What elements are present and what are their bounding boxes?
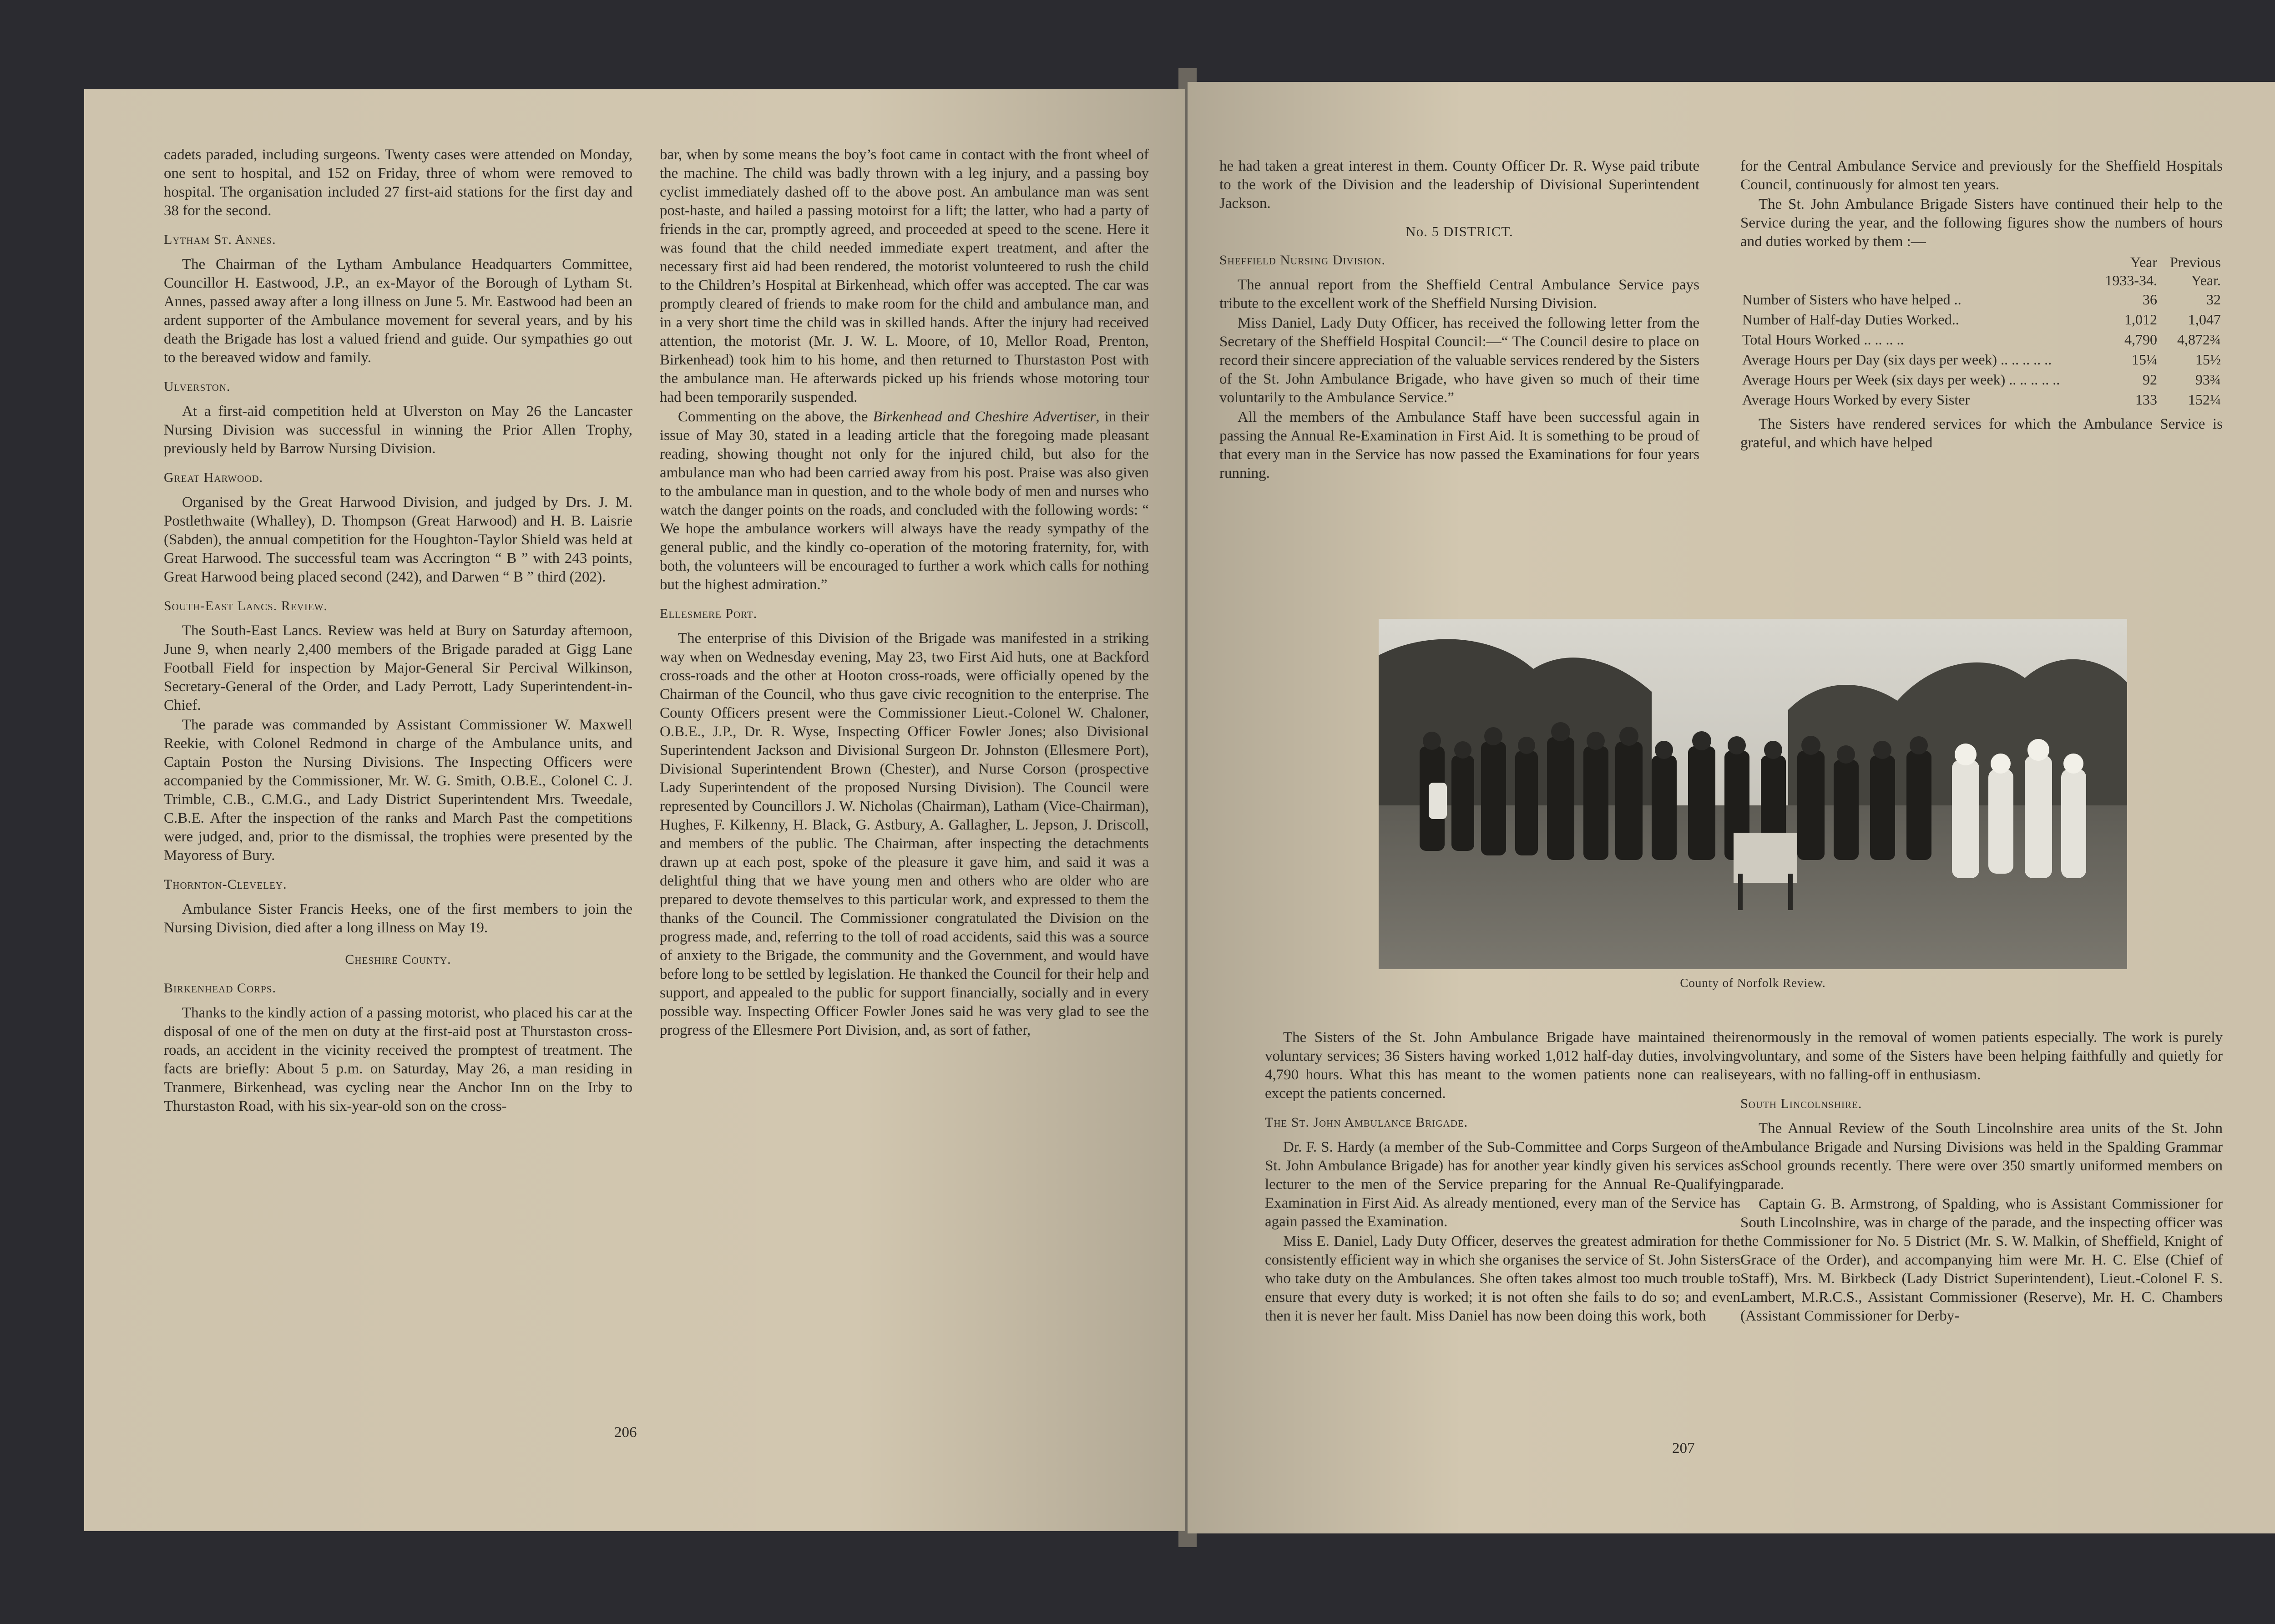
left-page bbox=[84, 89, 1185, 1531]
cell-year: 36 bbox=[2143, 291, 2157, 308]
paragraph: cadets paraded, including surgeons. Twenty cases were attended on Monday, one sent to hospital, and 152 on Friday, three of whom were removed to hospital. The organisation included 27 first-aid stations for the first day and 38 for the second. bbox=[164, 147, 632, 219]
cell-year: 92 bbox=[2143, 371, 2157, 388]
paragraph: The South-East Lancs. Review was held at Bury on Saturday afternoon, June 9, when nearly 2,400 members of the Brigade paraded at Gigg Lane Football Field for inspection by Major-General Sir Percival Wilkinson, Secretary-General of the Order, and Lady Perrott, Lady Superintendent-in-Chief. bbox=[164, 622, 632, 713]
paragraph: Dr. F. S. Hardy (a member of the Sub-Committee and Corps Surgeon of the St. John Ambulance Brigade) has for another year kindly given his services as lecturer to the men of the Service preparing for the Annual Re-Qualifying Examination in First Aid. As already mentioned, every man of the Service has again passed the Examination. bbox=[1265, 1139, 1740, 1230]
right-page bbox=[1188, 82, 2275, 1533]
section-heading-lytham: Lytham St. Annes. bbox=[164, 232, 276, 247]
table-row bbox=[1740, 289, 2223, 309]
right-column-4 bbox=[1740, 1028, 2223, 1326]
paragraph bbox=[660, 408, 1149, 594]
cell-previous: 93¾ bbox=[2195, 371, 2221, 388]
right-column-1 bbox=[1219, 157, 1699, 484]
row-label: Average Hours Worked by every Sister bbox=[1742, 391, 1970, 408]
table-row bbox=[1740, 390, 2223, 410]
paragraph: The Sisters of the St. John Ambulance Brigade have maintained their voluntary services; 36 Sisters having worked 1,012 half-day duties, involving 4,790 hours. What this has meant to the women patients none can realise except the patients concerned. bbox=[1265, 1029, 1740, 1102]
page-number: 207 bbox=[1672, 1440, 1695, 1457]
paragraph: The annual report from the Sheffield Central Ambulance Service pays tribute to the excellent work of the Sheffield Nursing Division. bbox=[1219, 277, 1699, 312]
section-heading-ulverston: Ulverston. bbox=[164, 379, 231, 394]
row-label: Average Hours per Day (six days per week) .. .. .. .. .. bbox=[1742, 351, 2052, 368]
paragraph: The Sisters have rendered services for which the Ambulance Service is grateful, and which have helped bbox=[1740, 416, 2223, 451]
sisters-statistics-table bbox=[1740, 253, 2223, 410]
paragraph: At a first-aid competition held at Ulverston on May 26 the Lancaster Nursing Division was successful in winning the Prior Allen Trophy, previously held by Barrow Nursing Division. bbox=[164, 403, 632, 457]
left-column-1 bbox=[164, 146, 632, 1117]
header-text: Year bbox=[2130, 254, 2157, 270]
page-number: 206 bbox=[614, 1424, 637, 1441]
paragraph: Thanks to the kindly action of a passing motorist, who placed his car at the disposal of one of the men on duty at the first-aid post at Thurstaston cross-roads, an accident in the vicinity received the promptest of treatment. The facts are briefly: About 5 p.m. on Saturday, May 26, a man residing in Tranmere, Birkenhead, was cycling near the Anchor Inn on the Irby to Thurstaston Road, with his six-year-old son on the cross- bbox=[164, 1005, 632, 1114]
header-text: 1933-34. bbox=[2105, 272, 2157, 288]
right-column-2 bbox=[1740, 157, 2223, 453]
paragraph: Captain G. B. Armstrong, of Spalding, who is Assistant Commissioner for South Lincolnshire, was in charge of the parade, and the inspecting officer was the Commissioner for No. 5 District (Mr. S. W. Malkin, of Sheffield, Knight of Grace of the Order), and accompanying him were Mr. H. C. Else (Chief of Staff), Mrs. M. Birkbeck (Lady District Superintendent), Lieut.-Colonel F. S. Lambert, M.R.C.S., Assistant Commissioner (Reserve), Mr. H. C. Chambers (Assistant Commissioner for Derby- bbox=[1740, 1196, 2223, 1324]
table-row bbox=[1740, 329, 2223, 349]
table-row bbox=[1740, 369, 2223, 390]
section-heading-great-harwood: Great Harwood. bbox=[164, 470, 263, 485]
cell-year: 133 bbox=[2135, 391, 2157, 408]
paragraph: All the members of the Ambulance Staff have been successful again in passing the Annual Re-Examination in First Aid. It is something to be proud of that every man in the Service has now passed the Examinations for four years running. bbox=[1219, 409, 1699, 481]
cell-year: 1,012 bbox=[2124, 311, 2157, 328]
table-header-row bbox=[1740, 253, 2223, 289]
right-column-3 bbox=[1265, 1028, 1740, 1326]
cell-previous: 152¼ bbox=[2188, 391, 2221, 408]
review-photograph bbox=[1379, 619, 2127, 969]
paragraph: he had taken a great interest in them. County Officer Dr. R. Wyse paid tribute to the work of the Division and the leadership of Divisional Superintendent Jackson. bbox=[1219, 158, 1699, 212]
cell-previous: 1,047 bbox=[2188, 311, 2221, 328]
text-run: , in their issue of May 30, stated in a leading article that the foregoing made pleasant reading, showing thought not only for the injured child, but also for the ambulance man who had been carried away from his post. Praise was also given to the ambulance man in question, and to the whole body of men and nurses who watch the danger points on the roads, and concluded with the following words: “ We hope the ambulance workers will always have the ready sympathy of the general public, and the kindly co-operation of the motoring fraternity, for, with both, the volunteers will be encouraged to further a work which calls for nothing but the highest admiration.” bbox=[660, 409, 1149, 593]
section-heading-sheffield: Sheffield Nursing Division. bbox=[1219, 253, 1386, 268]
paragraph: enormously in the removal of women patients especially. The work is purely voluntary, and some of the Sisters have been helping faithfully and quietly for years, with no falling-off in enthusiasm. bbox=[1740, 1029, 2223, 1083]
cell-previous: 32 bbox=[2206, 291, 2221, 308]
paragraph: The enterprise of this Division of the Brigade was manifested in a striking way when on Wednesday evening, May 23, two First Aid huts, one at Backford cross-roads and the other at Hooton cross-roads, were officially opened by the Chairman of the Council, who thus gave civic recognition to the enterprise. The County Officers present were the Commissioner Lieut.-Colonel W. Chaloner, O.B.E., J.P., Dr. R. Wyse, Inspecting Officer Fowler Jones; also Divisional Superintendent Jackson and Divisional Surgeon Dr. Johnston (Ellesmere Port), Divisional Superintendent Brown (Chester), and Nurse Corson (prospective Lady Superintendent of the proposed Nursing Division). The Council were represented by Councillors J. W. Nicholas (Chairman), Latham (Vice-Chairman), Hughes, F. Kilkenny, H. Black, G. Astbury, A. Gallagher, L. Jepson, J. Driscoll, and members of the public. The Chairman, after inspecting the detachments drawn up at each post, spoke of the pleasure it gave him, and said it was a delightful thing that we have young men and others who are older who are prepared to devote themselves to this particular work, and expressed to them the thanks of the Council. The Commissioner congratulated the Division on the progress made, and, referring to the toll of road accidents, said this was a source of anxiety to the Brigade, the community and the Government, and would have before long to be settled by legislation. He thanked the Council for their help and support, and appealed to the public for support financially, socially and in every possible way. Inspecting Officer Fowler Jones said he was very glad to see the progress of the Ellesmere Port Division, and, as sort of father, bbox=[660, 630, 1149, 1038]
paragraph: Miss E. Daniel, Lady Duty Officer, deserves the greatest admiration for the consistently efficient way in which she organises the service of St. John Sisters who take duty on the Ambulances. She often takes almost too much trouble to ensure that every duty is worked; it is not often she fails to do so; and even then it is never her fault. Miss Daniel has now been doing this work, both bbox=[1265, 1233, 1740, 1324]
section-heading-thornton-cleveley: Thornton-Cleveley. bbox=[164, 877, 287, 892]
header-text: Year. bbox=[2191, 272, 2221, 288]
district-heading: No. 5 DISTRICT. bbox=[1405, 223, 1513, 239]
cell-previous: 4,872¾ bbox=[2177, 331, 2221, 348]
paragraph: bar, when by some means the boy’s foot came in contact with the front wheel of the machine. The child was badly thrown with a leg injury, and a passing boy cyclist immediately dashed off to the above post. An ambulance man was sent post-haste, and hailed a passing motoirst for a lift; the latter, who had a party of friends in the car, promptly agreed, and proceeded at speed to the scene. Here it was found that the child needed immediate expert treatment, and after the necessary first aid had been rendered, the motorist volunteered to rush the child to the Children’s Hospital at Birkenhead, which offer was accepted. The car was promptly cleared of friends to make room for the child and ambulance man, and in a very short time the child was in skilled hands. After the injury had received attention, the motorist (Mr. J. W. L. Moore, of 10, Mellor Road, Prenton, Birkenhead) took him to his home, and then returned to Thurstaston Post with the ambulance man. He afterwards picked up his friends whose motoring tour had been temporarily suspended. bbox=[660, 147, 1149, 405]
table-row bbox=[1740, 349, 2223, 369]
row-label: Total Hours Worked .. .. .. .. bbox=[1742, 331, 1904, 348]
cell-year: 4,790 bbox=[2124, 331, 2157, 348]
column-header-previous bbox=[2159, 253, 2223, 289]
section-heading-south-east-lancs: South-East Lancs. Review. bbox=[164, 598, 328, 613]
cell-year: 15¼ bbox=[2132, 351, 2157, 368]
section-heading-st-john-brigade: The St. John Ambulance Brigade. bbox=[1265, 1115, 1468, 1130]
photo-caption: County of Norfolk Review. bbox=[1680, 976, 1826, 990]
section-heading-cheshire-county: Cheshire County. bbox=[345, 952, 451, 967]
section-heading-south-lincolnshire: South Lincolnshire. bbox=[1740, 1096, 1862, 1111]
column-header-year bbox=[2095, 253, 2159, 289]
paragraph: The Chairman of the Lytham Ambulance Headquarters Committee, Councillor H. Eastwood, J.P., an ex-Mayor of the Borough of Lytham St. Annes, passed away after a long illness on June 5. Mr. Eastwood had been an ardent supporter of the Ambulance movement for several years, and by his death the Brigade has lost a valued friend and guide. Our sympathies go out to the bereaved widow and family. bbox=[164, 256, 632, 366]
paragraph: Ambulance Sister Francis Heeks, one of the first members to join the Nursing Division, died after a long illness on May 19. bbox=[164, 901, 632, 936]
photo-image bbox=[1379, 619, 2127, 969]
paragraph: The Annual Review of the South Lincolnshire area units of the St. John Ambulance Brigade and Nursing Divisions was held in the Spalding Grammar School grounds recently. There were over 350 smartly uniformed members on parade. bbox=[1740, 1120, 2223, 1193]
paragraph: Miss Daniel, Lady Duty Officer, has received the following letter from the Secretary of the Sheffield Hospital Council:—“ The Council desire to place on record their sincere appreciation of the valuable services rendered by the Sisters of the St. John Ambulance Brigade, who have given so much of their time voluntarily to the Ambulance Service.” bbox=[1219, 315, 1699, 406]
paragraph: for the Central Ambulance Service and previously for the Sheffield Hospitals Council, continuously for almost ten years. bbox=[1740, 158, 2223, 193]
section-heading-ellesmere-port: Ellesmere Port. bbox=[660, 606, 758, 621]
paragraph: Organised by the Great Harwood Division, and judged by Drs. J. M. Postlethwaite (Whalley), D. Thompson (Great Harwood) and H. B. Laisrie (Sabden), the annual competition for the Houghton-Taylor Shield was held at Great Harwood. The successful team was Accrington “ B ” with 243 points, Great Harwood being placed second (242), and Darwen “ B ” third (202). bbox=[164, 494, 632, 585]
paragraph: The St. John Ambulance Brigade Sisters have continued their help to the Service during the year, and the following figures show the numbers of hours and duties worked by them :— bbox=[1740, 196, 2223, 250]
newspaper-title: Birkenhead and Cheshire Advertiser bbox=[873, 409, 1096, 425]
cell-previous: 15½ bbox=[2195, 351, 2221, 368]
text-run: Commenting on the above, the bbox=[678, 409, 873, 425]
row-label: Number of Half-day Duties Worked.. bbox=[1742, 311, 1959, 328]
row-label: Number of Sisters who have helped .. bbox=[1742, 291, 1962, 308]
paragraph: The parade was commanded by Assistant Commissioner W. Maxwell Reekie, with Colonel Redmond in charge of the Ambulance units, and Captain Poston the Nursing Divisions. The Inspecting Officers were accompanied by the Commissioner, Mr. W. G. Smith, O.B.E., Colonel C. J. Trimble, C.B., C.M.G., and Lady District Superintendent Mrs. Tweedale, C.B.E. After the inspection of the ranks and March Past the competitions were judged, and, prior to the dismissal, the trophies were presented by the Mayoress of Bury. bbox=[164, 717, 632, 864]
header-text: Previous bbox=[2170, 254, 2221, 270]
left-column-2 bbox=[660, 146, 1149, 1041]
section-heading-birkenhead-corps: Birkenhead Corps. bbox=[164, 981, 277, 996]
table-row bbox=[1740, 309, 2223, 329]
row-label: Average Hours per Week (six days per week) .. .. .. .. .. bbox=[1742, 371, 2060, 388]
